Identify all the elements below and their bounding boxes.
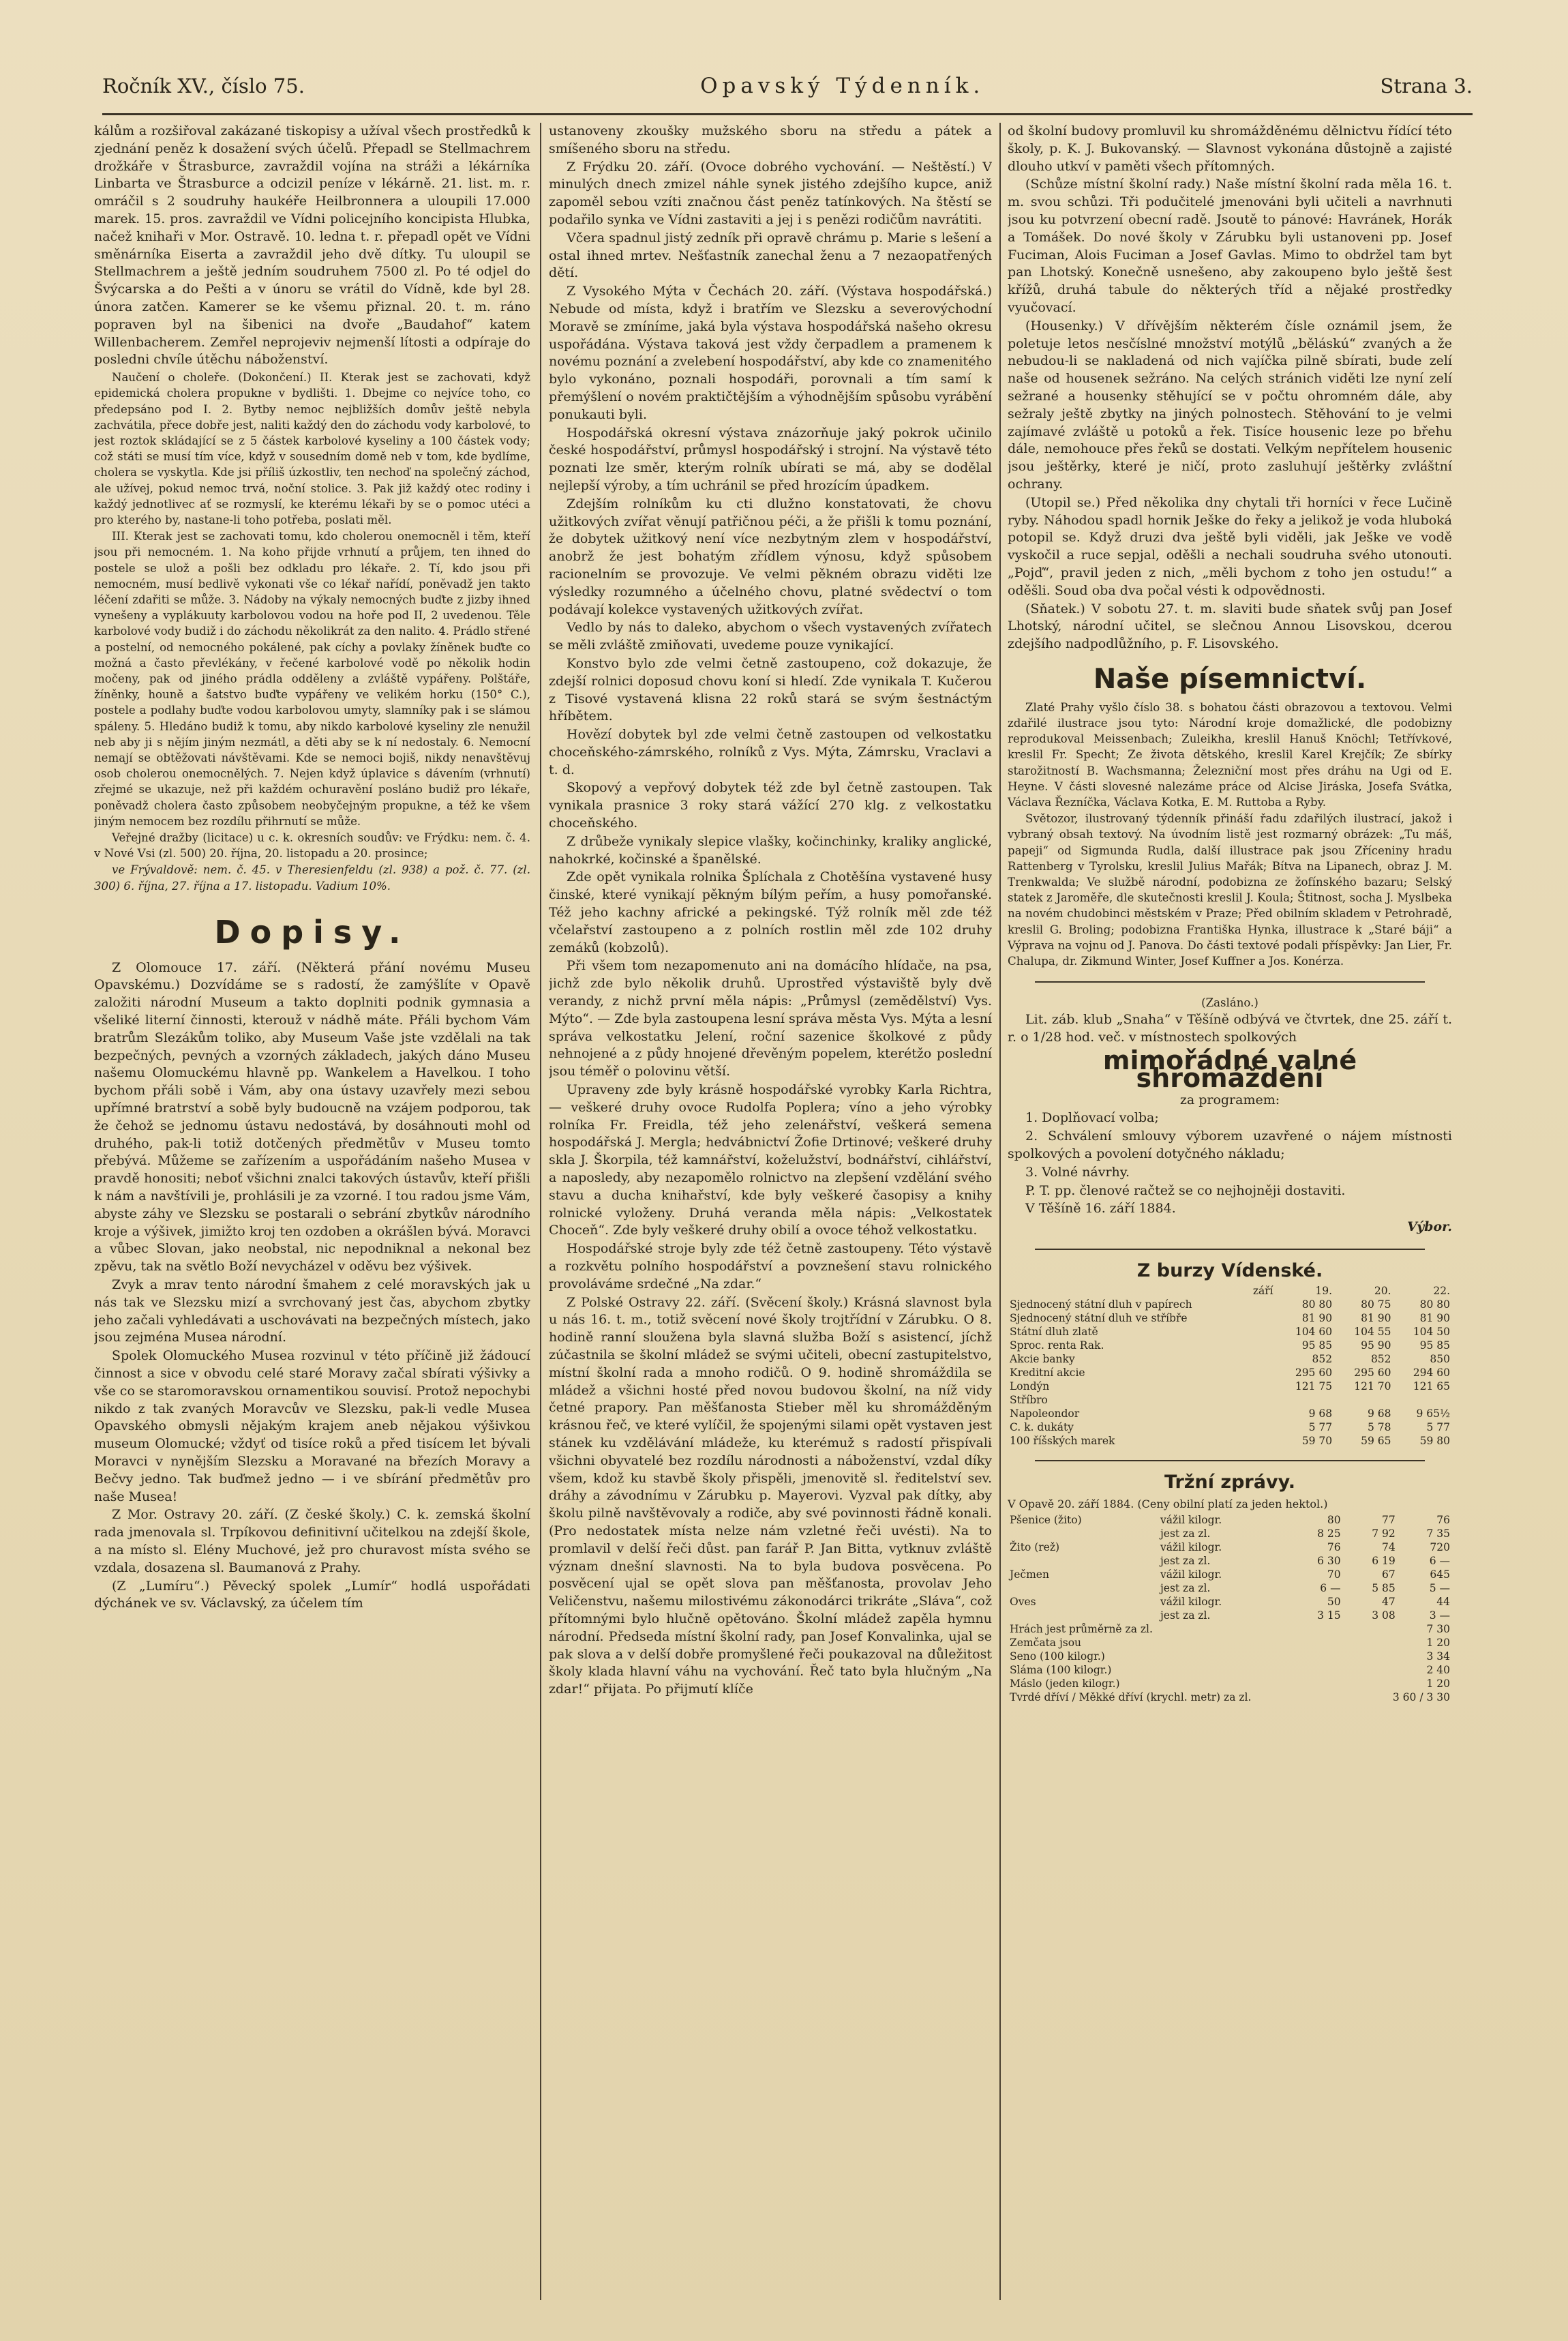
article-paragraph: (Utopil se.) Před několika dny chytali tři horníci v řece Lučině ryby. Náhodou spadl hornik Ješke do řeky a jelikož je voda hluboká potopil se. Když druzi dva ještě byli viděli, jak Ješke ve vodě vyskočil a ruce sepjal, oděšli a nechali soudruha svého utonouti. „Pojď“, pravil jeden z nich, „měli bychom z toho jen ostudu!“ a oděšli. Soud oba dva počal vésti k odpovědnosti.	[1008, 494, 1452, 598]
page-header	[102, 74, 1473, 115]
table-cell: 5 —	[1429, 1582, 1450, 1595]
table-cell	[1276, 1393, 1334, 1407]
table-row	[1008, 1325, 1452, 1339]
table-cell: 850	[1430, 1352, 1450, 1365]
announcement-tag: (Zasláno.)	[1201, 996, 1258, 1010]
table-cell: 77	[1382, 1514, 1396, 1527]
table-cell: 59 80	[1419, 1434, 1450, 1447]
table-cell: 44	[1436, 1596, 1450, 1609]
table-row	[1008, 1352, 1452, 1366]
table-cell: 9 65½	[1416, 1407, 1450, 1420]
row-label: Oves	[1010, 1596, 1036, 1609]
exchange-table	[1008, 1284, 1452, 1448]
column-3	[1008, 123, 1452, 2300]
article-paragraph: Z Mor. Ostravy 20. září. (Z české školy.) C. k. zemská školní rada jmenovala sl. Trpíkovou definitivní učitelkou na zdejší škole, a na místo sl. Elény Muchové, jež pro churavost místa svého se vzdala, dosazena sl. Baumanová z Prahy.	[94, 1507, 530, 1575]
divider	[1035, 1460, 1425, 1461]
table-cell: 852	[1312, 1352, 1333, 1365]
table-cell: 59 65	[1361, 1434, 1391, 1447]
table-row	[1008, 1380, 1452, 1393]
program-item: 1. Doplňovací volba;	[1025, 1110, 1159, 1126]
table-cell: 81 90	[1361, 1311, 1391, 1324]
row-label: Napoleondor	[1010, 1407, 1080, 1420]
table-cell: 76	[1436, 1514, 1450, 1527]
program-item: P. T. pp. členové račtež se co nejhojněji dostaviti.	[1025, 1182, 1346, 1198]
row-label: Sproc. renta Rak.	[1010, 1339, 1104, 1352]
table-row	[1008, 1663, 1452, 1677]
article-paragraph: Z Frýdku 20. září. (Ovoce dobrého vychování. — Neštěstí.) V minulých dnech zmizel náhle synek jistého zdejšího kupce, aniž zapoměl sebou vzíti značnou část peněz tatínkových. Na štěstí se podařilo synka ve Vídni zastaviti a jej i s penězi rodičům navrátiti.	[549, 159, 992, 227]
table-cell: 104 55	[1354, 1325, 1391, 1338]
table-row	[1008, 1568, 1452, 1581]
article-continuation: kálům a rozšiřoval zakázané tiskopisy a užíval všech prostředků k zjednání peněz k dosažení svých účelů. Přepadl se Stellmachrem drožkáře v Štrasburce, zavraždil vojína na stráži a lékárníka Linbarta ve Štrasburce a odcizil peníze v lékárně. 21. list. m. r. omráčil s 2 soudruhy haukéře Heilbronnera a uloupili 17.000 marek. 15. pros. zavraždil ve Vídni policejního koncipista Hlubka, načež knihaři v Mor. Ostravě. 10. ledna t. r. přepadl opět ve Vídni směnárníka Eiserta a zavraždil jeho dvě dítky. Tu uloupil se Stellmachrem a ještě jedním soudruhem 7500 zl. Po té odjel do Švýcarska a do Pešti a v únoru se vrátil do Vídně, kde byl 28. února zatčen. Kamerer se ke všemu přiznal. 20. t. m. ráno popraven byl na šibenici na dvoře „Baudahof“ katem Willenbacherem. Zemřel neprojeviv nejmenší lítosti a odpíraje do posledni chvíle útěchu náboženství.	[94, 123, 530, 368]
table-cell: 95 85	[1301, 1339, 1333, 1352]
table-row	[1008, 1527, 1452, 1540]
table-cell: vážil kilogr.	[1160, 1514, 1222, 1527]
market-heading: Tržní zprávy.	[1164, 1471, 1295, 1493]
row-label: Sláma (100 kilogr.)	[1010, 1664, 1112, 1677]
announcement-intro: Lit. záb. klub „Snaha“ v Těšíně odbývá ve čtvrtek, dne 25. září t. r. o 1/28 hod. več. v místnostech spolkových	[1008, 1012, 1452, 1045]
article-paragraph: Skopový a vepřový dobytek též zde byl četně zastoupen. Tak vynikala prasnice 3 roky stará vážící 270 klg. z velkostatku choceňského.	[549, 780, 992, 831]
article-paragraph: (Sňatek.) V sobotu 27. t. m. slaviti bude sňatek svůj pan Josef Lhotský, národní učitel, se slečnou Annou Lisovskou, dcerou zdejšího nadpodlůžního, p. F. Lisovského.	[1008, 601, 1452, 652]
article-paragraph: Zdejším rolníkům ku cti dlužno konstatovati, že chovu užitkových zvířat věnují patřičnou péči, a že přišli k tomu poznání, že dobytek užitkový není více nezbytným zlem v hospodářství, anobrž že jest bohatým zřídlem výnosu, když spůsobem racionelním se provozuje. Ve velmi pěkném obrazu viděti lze výsledky rozumného a účelného chovu, platné svědectví o tom podávají kolekce vystavených užitkových zvířat.	[549, 496, 992, 617]
table-cell: 1 20	[1426, 1678, 1450, 1690]
article-paragraph: Z Vysokého Mýta v Čechách 20. září. (Výstava hospodářská.) Nebude od místa, když i bratřím ve Slezsku a severovýchodní Moravě se zmíníme, jaká byla výstava hospodářská našeho okresu uspořádána. Výstava taková jest vždy čerpadlem a pramenem k novému poznání a zvelebení hospodářství, aby kde co znamenitého bylo vykonáno, poznali hospodáři, porovnali a tím samí k přemýšlení o novém praktičtějším a výhodnějším spůsobu vyrábění ponukauti byli.	[549, 284, 992, 422]
announcement	[1008, 995, 1452, 1236]
article-paragraph: (Z „Lumíru“.) Pěvecký spolek „Lumír“ hodlá uspořádati dýchánek ve sv. Václavský, za účelem tím	[94, 1578, 530, 1611]
column-1	[94, 123, 530, 2300]
table-cell: 104 60	[1295, 1325, 1333, 1338]
program-item: 3. Volné návrhy.	[1025, 1164, 1130, 1180]
table-row	[1008, 1366, 1452, 1380]
row-label: Stříbro	[1010, 1393, 1048, 1406]
table-cell: 95 90	[1361, 1339, 1391, 1352]
table-cell: 50	[1327, 1596, 1341, 1609]
table-row	[1008, 1513, 1452, 1527]
article-paragraph: Světozor, ilustrovaný týdenník přináší řadu zdařilých ilustrací, jakož i vybraný obsah textový. Na úvodním listě jest rozmarný obrázek: „Tu máš, papeji“ od Sigmunda Rudla, další illustrace pak jsou Zříceniny hradu Rattenberg v Tyrolsku, kreslil Julius Mařák; Bítva na Lipanech, obraz J. M. Trenkwalda; Ve službě národní, podobizna ze žofínského bazaru; Selský statek z Jaroměře, dle skutečnosti kreslil J. Koula; Štitnost, socha J. Myslbeka na novém chudobinci městském v Praze; Před obilním skladem v Petrohradě, kreslil G. Broling; podobizna Františka Hynka, illustrace k „Staré báji“ a Výprava na vojnu od J. Panova. Do části textové podali příspěvky: Jan Lier, Fr. Chalupa, dr. Zikmund Winter, Josef Kuffner a Jos. Konérza.	[1008, 812, 1452, 968]
table-cell: 47	[1382, 1596, 1396, 1609]
program-item: 2. Schválení smlouvy výborem uzavřené o nájem místnosti spolkových a povolení dotyčného nákladu;	[1008, 1129, 1452, 1161]
auction-line: Veřejné dražby (licitace) u c. k. okresních soudův: ve Frýdku: nem. č. 4. v Nové Vsi (zl. 500) 20. října, 20. listopadu a 20. prosince;	[94, 831, 530, 861]
table-cell: 295 60	[1295, 1366, 1333, 1379]
table-cell: 104 50	[1413, 1325, 1450, 1338]
table-row	[1008, 1690, 1452, 1704]
table-row	[1008, 1554, 1452, 1568]
page-number: Strana 3.	[1380, 74, 1473, 98]
article-paragraph: Z Polské Ostravy 22. září. (Svěcení školy.) Krásná slavnost byla u nás 16. t. m., totiž svěcení nové školy trojtřídní v Zárubku. O 8. hodině ranní sloužena byla slavná služba Boží s asistencí, jíchž zúčastnila se školní mládež se svými učiteli, obecní zastupitelstvo, místní školní rada a mnoho rodičů. O 9. hodině shromáždila se mládež a všichni hosté před novou budovou školní, na níž vidy četné prapory. Pan měšťanosta Stieber měl ku shromážděným krásnou řeč, ve které vylíčil, že spojenými silami opět vystaven jest stánek ku vzdělávání mládeže, ku kterémuž s radostí přispívali všichni obyvatelé bez rozdílu národnosti a náboženství, vzdal díky všem, kdož ku stavbě školy přispěli, jmenovitě sl. ředitelství sev. dráhy a závodnímu v Zárubku p. Mayerovi. Vyzval pak dítky, aby školu pilně navštěvovaly a rodiče, aby své povinnosti řádně konali. (Pro nedostatek místa nelze nám vzletné řeči uvésti). Na to promlavil v delší řeči důst. pan farář P. Jan Bitta, vytknuv zvláště význam dnešní slavnosti. Na to byla budova posvěcena. Po posvěcení ujal se opět slova pan měšťanosta, provolav Jeho Veličenstvu, našemu milostivému zákonodárci trikráte „Sláva“, což přítomnými bylo hlučně opětováno. Školní mládež zapěla hymnu národní. Předseda místní školní rady, pan Josef Konvalinka, ujal se pak slova a v delší dobře promyšlené řeči poukazoval na důležitost školy klada hlavní váhu na vychování. Řeč tato byla hlučným „Na zdar!“ přijata. Po přijmutí klíče	[549, 1294, 992, 1697]
table-row	[1008, 1311, 1452, 1325]
column-2	[549, 123, 992, 2300]
market-table	[1008, 1513, 1452, 1622]
table-cell: 80 75	[1361, 1298, 1391, 1311]
table-cell: 6 30	[1317, 1555, 1341, 1568]
announcement-headline: mimořádné valné shromáždění	[1102, 1045, 1357, 1093]
market-rows	[1008, 1513, 1452, 1622]
table-row	[1008, 1622, 1452, 1636]
column-header: září	[1252, 1284, 1273, 1297]
table-cell: 70	[1327, 1568, 1341, 1581]
article-paragraph: Naučení o choleře. (Dokončení.) II. Kterak jest se zachovati, když epidemická cholera propukne v bydlišti. 1. Dbejme co nejvíce toho, co předepsáno pod I. 2. Bytby nemoc nejbližších domův ještě nebyla zachvátila, přece dobře jest, naliti každý den do záchodu vody karbolové, to jest roztok skládající se z 5 částek karbolové kyseliny a 100 částek vody; což státi se musí tím více, když v sousedním domě neb v tom, kde bydlíme, cholera se vyskytla. Kde jsi příliš úzkostliv, ten nechoď na společný záchod, ale užívej, pokud nemoc trvá, noční stolice. 3. Pak již každý otec rodiny i každý jednotlivec ať se rozmyslí, ke kterému lékaři by se o pomoc utéci a pro kterého by, nastane-li toho potřeba, poslati měl.	[94, 371, 530, 526]
article-paragraph: (Housenky.) V dřívějším některém čísle oznámil jsem, že poletuje letos nesčíslné množství motýlů „běláskú“ zvaných a že nebudou-li se nakladená od nich vajíčka pilně sbírati, bude zelí naše od housenek sežráno. Na celých stránich viděti lze nyní zelí sežrané a housenky stěhující se v počtu ohromném dále, aby sežraly ještě zbytky na jiných polnostech. Stěhování to je velmi zajímavé zvláště u potoků a řek. Tisíce housenic leze po břehu dále, nemohouce přes řeků se dostati. Velkým nepřítelem housenic jsou ještěrky, které je ničí, proto zasluhují ještěrky zvláštní ochrany.	[1008, 318, 1452, 492]
article-paragraph: Zlaté Prahy vyšlo číslo 38. s bohatou části obrazovou a textovou. Velmi zdařilé ilustrace jsou tyto: Národní kroje domažlické, dle podobizny reprodukoval Meissenbach; Zuleikha, kreslil Hanuš Knöchl; Tetřívkové, kreslil Fr. Specht; Ze života dětského, kreslil Karel Krejčík; Ze sbírky starožitností B. Wachsmanna; Železniční most přes dráhu na Ugi od E. Heyne. V části slovesné nalezáme práce od Alcise Jiráska, Josefa Svátka, Václava Řezníčka, Václava Kotka, E. M. Ruttoba a Ryby.	[1008, 700, 1452, 809]
table-cell: 95 85	[1419, 1339, 1450, 1352]
table-header-row	[1008, 1284, 1452, 1298]
row-label: C. k. dukáty	[1010, 1420, 1074, 1433]
row-label: Ječmen	[1010, 1568, 1049, 1581]
exchange-rows	[1008, 1298, 1452, 1448]
row-label: Seno (100 kilogr.)	[1010, 1650, 1105, 1663]
cholera-article	[94, 370, 530, 829]
table-cell: 294 60	[1413, 1366, 1450, 1379]
exchange-heading: Z burzy Vídenské.	[1136, 1259, 1323, 1281]
program-intro: za programem:	[1179, 1092, 1280, 1107]
row-label: Žito (rež)	[1010, 1541, 1060, 1554]
row-label: Sjednocený státní dluh ve stříbře	[1010, 1311, 1188, 1324]
article-paragraph: Včera spadnul jistý zedník při opravě chrámu p. Marie s lešení a ostal ihned mrtev. Nešťastník zanechal ženu a 7 nezaopatřených dětí.	[549, 230, 992, 281]
row-label: 100 říšských marek	[1010, 1434, 1115, 1447]
table-cell: vážil kilogr.	[1160, 1568, 1222, 1581]
section-heading-pisemnictvi: Naše písemnictví.	[1093, 663, 1367, 695]
row-label: Pšenice (žito)	[1010, 1514, 1082, 1527]
article-paragraph: III. Kterak jest se zachovati tomu, kdo cholerou onemocněl i těm, kteří jsou při nemocném. 1. Na koho přijde vrhnutí a průjem, ten ihned do postele se ulož a pošli bez odkladu pro lékaře. 2. Tí, kdo jsou při nemocném, musí bedlivě vykonati vše co lékař nařídí, poněvadž jen takto léčení zdařiti se může. 3. Nádoby na výkaly nemocných buďte z jizby ihned vynešeny a vyplákuuty karbolovou vodou na hoře pod II, 2 uvedenou. Těle karbolové vody budiž i do záchodu několikrát za den nalito. 4. Prádlo střené a postelní, od nemocného pokálené, pak cíchy a povlaky žíněnek buďte co možná a často převlékány, v řečené karbolové vodě po několik hodin močeny, pak od jiného prádla odděleny a zvláště vypářeny. Polštáře, žíněnky, houně a šatstvo buďte vypářeny ve velikém horku (150° C.), postele a podlahy buďte vodou karbolovou umyty, slamníky pak i se slámou spáleny. 5. Hledáno budiž k tomu, aby nikdo karbolové kyseliny zle nenužil neb aby ji s nějím jiným nezmátl, a děti aby se k ní nedostaly. 6. Nemocní nemají se obtěžovati návštěvami. Kde se nemoci bojiš, nikdy nenavštěvuj osob cholerou onemocnělých. 7. Nejen když úplavice s dávením (vrhnutí) zřejmé se ukazuje, než při každém ochuravění posláno budiž pro lékaře, poněvadž cholera často způsobem neobyčejným propukne, a též ke všem jiným nemocem bez rozdílu přihrnutí se může.	[94, 530, 530, 828]
row-label: Zemčata jsou	[1010, 1637, 1082, 1650]
article-paragraph: od školní budovy promluvil ku shromážděnému dělnictvu řídící této školy, p. K. J. Bukovanský. — Slavnost vykonána důstojně a zajisté dlouho utkví v paměti všech přítomných.	[1008, 123, 1452, 174]
table-row	[1008, 1393, 1452, 1407]
table-cell: 8 25	[1317, 1527, 1341, 1540]
table-cell: 720	[1430, 1541, 1450, 1554]
market-extra-rows	[1008, 1622, 1452, 1704]
column-divider	[540, 123, 541, 2300]
table-cell: 80 80	[1301, 1298, 1333, 1311]
literature-section	[1008, 700, 1452, 969]
issue-label: Ročník XV., číslo 75.	[102, 74, 305, 98]
row-label	[1008, 1527, 1158, 1540]
table-cell: 5 77	[1426, 1420, 1450, 1433]
article-paragraph: Hospodářské stroje byly zde též četně zastoupeny. Této výstavě a rozkvětu polního hospodářství a povznešení stavu rolnického provoláváme srdečné „Na zdar.“	[549, 1241, 992, 1292]
table-row	[1008, 1636, 1452, 1650]
table-cell: 81 90	[1301, 1311, 1333, 1324]
article-paragraph: (Schůze místní školní rady.) Naše místní školní rada měla 16. t. m. svou schůzi. Tři podučitelé jmenováni byli učiteli a navrhnuti jsou ku potvrzení obecní radě. Jsoutě to pánové: Havránek, Horák a Tomášek. Do nové školy v Zárubku byli ustanoveni pp. Josef Fuciman, Alois Fuciman a Josef Gavlas. Mimo to obdržel tam byt pan Lhotský. Konečně usnešeno, aby zakoupeno bylo ještě šest křížů, druhá tabule do některých tříd a nějaké prostředky vyučovací.	[1008, 177, 1452, 315]
table-cell: 80	[1327, 1514, 1341, 1527]
column-header: 22.	[1433, 1284, 1450, 1297]
table-row	[1008, 1650, 1452, 1663]
table-row	[1008, 1339, 1452, 1352]
table-cell: 3 15	[1317, 1609, 1341, 1622]
table-cell: 295 60	[1354, 1366, 1391, 1379]
place-date: V Těšíně 16. září 1884.	[1025, 1201, 1176, 1217]
row-label: Státní dluh zlatě	[1010, 1325, 1098, 1338]
table-cell: 3 60 / 3 30	[1392, 1691, 1450, 1704]
table-cell: 9 68	[1368, 1407, 1391, 1420]
table-cell	[1334, 1393, 1393, 1407]
table-cell: 2 40	[1426, 1664, 1450, 1677]
table-cell: 121 75	[1295, 1380, 1333, 1392]
table-row	[1008, 1540, 1452, 1554]
table-cell: 74	[1382, 1541, 1396, 1554]
table-cell: jest za zl.	[1160, 1609, 1211, 1622]
table-cell: 645	[1430, 1568, 1450, 1581]
table-cell: jest za zl.	[1160, 1555, 1211, 1568]
table-cell: 852	[1370, 1352, 1391, 1365]
table-cell: vážil kilogr.	[1160, 1596, 1222, 1609]
section-heading-dopisy: Dopisy.	[214, 913, 410, 951]
table-cell: 7 35	[1426, 1527, 1450, 1540]
article-paragraph: Při všem tom nezapomenuto ani na domácího hlídače, na psa, jichž zde bylo několik druhů. Uprostřed výstaviště byly dvě verandy, z nichž první měla nápis: „Průmysl (zemědělství) Vys. Mýto“. — Zde byla zastoupena lesní správa města Vys. Mýta a lesní správa velkostatku Jelení, roční sazenice školkové z půdy nehnojené a z půdy hnojené dřevěným popelem, kterétžo poslední jsou téměř o polovinu větší.	[549, 958, 992, 1079]
table-cell: 6 19	[1372, 1555, 1396, 1568]
table-cell: 1 20	[1426, 1637, 1450, 1650]
article-paragraph: Zvyk a mrav tento národní šmahem z celé moravských jak u nás tak ve Slezsku mizí a svrchovaný jest čas, abychom zbytky jeho začali vyhledávati a uschovávati na bezpečných místech, jako jsou zejména Musea národní.	[94, 1277, 530, 1345]
table-row	[1008, 1298, 1452, 1311]
table-cell: 7 30	[1426, 1623, 1450, 1636]
table-cell: 6 —	[1429, 1555, 1450, 1568]
table-row	[1008, 1420, 1452, 1434]
article-paragraph: Z drůbeže vynikaly slepice vlašky, kočinchinky, kraliky anglické, nahokrké, kočinské a španělské.	[549, 833, 992, 867]
divider	[1035, 1249, 1425, 1250]
table-cell: 59 70	[1301, 1434, 1333, 1447]
market-intro: V Opavě 20. září 1884. (Ceny obilní platí za jeden hektol.)	[1008, 1497, 1328, 1510]
article-paragraph: ustanoveny zkoušky mužského sboru na středu a pátek a smíšeného sboru na středu.	[549, 123, 992, 156]
table-row	[1008, 1581, 1452, 1595]
column-divider	[999, 123, 1001, 2300]
row-label: Kreditní akcie	[1010, 1366, 1085, 1379]
table-cell: 3 —	[1429, 1609, 1450, 1622]
row-label: Tvrdé dříví / Měkké dříví (krychl. metr) za zl.	[1010, 1691, 1252, 1704]
table-cell: 9 68	[1308, 1407, 1333, 1420]
article-paragraph: Konstvo bylo zde velmi četně zastoupeno, což dokazuje, že zdejší rolnici doposud chovu koní si hledí. Zde vynikala T. Kučerou z Tisové vystavená klisna 22 roků stará se svým šestnáctým hříbětem.	[549, 655, 992, 724]
table-cell: 7 92	[1372, 1527, 1396, 1540]
row-label: Sjednocený státní dluh v papírech	[1010, 1298, 1192, 1311]
column-header: 19.	[1315, 1284, 1333, 1297]
auction-line: ve Frývaldově: nem. č. 45. v Theresienfeldu (zl. 938) a pož. č. 77. (zl. 300) 6. října, 27. října a 17. listopadu. Vadium 10%.	[94, 863, 530, 893]
article-paragraph: Spolek Olomuckého Musea rozvinul v této příčině již žádoucí činnost a sice v obvodu celé staré Moravy začal sbírati výšivky a vše co se staromoravskou ornamentikou souvisí. Protož nepochybi nikdo z tak zvaných Moravcův ve Slezsku, pak-li vedle Musea Opavského obmysli nějakým krajem aneb nějakou výšivkou museum Olomucké; vždyť od tisíce roků a před tisícem let bývali Moravci v nynějším Slezsku a Moravané na březích Moravy a Bečvy jedno. Tak buďmež jedno — i ve sbírání předmětův pro naše Musea!	[94, 1348, 530, 1504]
table-cell: jest za zl.	[1160, 1527, 1211, 1540]
table-row	[1008, 1595, 1452, 1609]
article-paragraph: Upraveny zde byly krásně hospodářské vyrobky Karla Richtra, — veškeré druhy ovoce Rudolfa Poplera; víno a jeho výrobky rolníka Fr. Freidla, též jeho zelenářství, veškerá semena hospodářská J. Mergla; hedvábnictví Žofie Drtinové; veškeré druhy skla J. Škorpila, též kamnářství, koželužství, bodnářství, cihlářství, a naposledy, aby nezapomělo rolnictvo na zlepšení vzdělání svého stavu a ducha knihařství, kde byly veškeré časopisy a knihy rolnické vyloženy. Druhá veranda měla nápis: „Velkostatek Choceň“. Zde byly veškeré druhy obilí a ovoce téhož velkostatku.	[549, 1082, 992, 1238]
row-label	[1008, 1609, 1158, 1622]
article-paragraph: Zde opět vynikala rolnika Šplíchala z Chotěšína vystavené husy činské, které vynikají pěkným bílým peřím, a husy pomořanské. Též jeho kachny africké a pekingské. Týž rolník měl zde též včelařství zastoupeno a z polních rostlin měl zde 102 druhy zemáků (kobzolů).	[549, 869, 992, 955]
table-cell: 121 70	[1354, 1380, 1391, 1392]
article-paragraph: Hospodářská okresní výstava znázorňuje jaký pokrok učinilo české hospodářství, průmysl hospodářský i strojní. Na výstavě této poznati lze směr, kterým rolník ubírati se má, aby se dodělal nejlepší výroby, a tím uchránil se před hrozícím úpadkem.	[549, 425, 992, 493]
table-cell	[1393, 1393, 1452, 1407]
article-paragraph: Vedlo by nás to daleko, abychom o všech vystavených zvířatech se měli zvláště zmiňovati, uvedeme pouze vynikající.	[549, 620, 992, 653]
table-cell: 121 65	[1413, 1380, 1450, 1392]
signature: Výbor.	[1407, 1219, 1452, 1235]
table-row	[1008, 1434, 1452, 1448]
table-cell: 80 80	[1419, 1298, 1450, 1311]
row-label: Máslo (jeden kilogr.)	[1010, 1678, 1120, 1690]
table-cell: 67	[1382, 1568, 1396, 1581]
table-cell: 81 90	[1419, 1311, 1450, 1324]
table-cell: vážil kilogr.	[1160, 1541, 1222, 1554]
row-label	[1008, 1581, 1158, 1595]
table-cell: 76	[1327, 1541, 1341, 1554]
article-paragraph: Z Olomouce 17. září. (Některá přání novému Museu Opavskému.) Dozvídáme se s radostí, že zamýšlíte v Opavě založiti národní Museum a takto doplniti podnik gymnasia a všeliké literní činnosti, kterouž v nádhě máte. Přáli bychom Vám bratrům Slezákům tolikо, aby Museum Vaše jste vzdělali na tak bezpečných, pevných a vzorných základech, jakých dáno Museu našemu Olomuckému hlavně pp. Wankelem a Havelkou. I toho bychom přáli sobě i Vám, aby ona ústavy uzavřely mezi sebou upřímné bratrství a sobě byly budoucně na vzájem podporou, tak že čehož se jednomu ústavu nedostává, by dosáhnouti mohl od druhého, pak-li totiž dotčených předmětův v Museu tomto přebývá. Můžeme se zařízením a uspořádáním našeho Musea v pravdě honositi; neboť všichni znalci takových ústavův, kteří přišli k nám a navštívili je, prohlásili je za vzorné. I tou radou jsme Vám, abyste záhy ve Slezsku se postarali o sebrání zbytkův národního kroje a výšivek, jimižto kroj ten ozdoben a okrášlen bývá. Moravci a vůbec Slovan, jako neobstal, nic nepodniknal a nekonal bez zpěvu, tak na světlo Boží nevycházel v oděvu bez výšivek.	[94, 959, 530, 1274]
table-row	[1008, 1407, 1452, 1420]
market-extras-table	[1008, 1622, 1452, 1704]
table-cell: 5 78	[1368, 1420, 1391, 1433]
column-header: 20.	[1374, 1284, 1391, 1297]
table-cell: 6 —	[1320, 1582, 1341, 1595]
table-row	[1008, 1609, 1452, 1622]
table-cell: jest za zl.	[1160, 1582, 1211, 1595]
table-cell: 5 85	[1372, 1582, 1396, 1595]
row-label: Akcie banky	[1010, 1352, 1075, 1365]
divider	[1035, 981, 1425, 983]
table-cell: 5 77	[1308, 1420, 1333, 1433]
article-paragraph: Hovězí dobytek byl zde velmi četně zastoupen od velkostatku choceňského-zámrského, rolníků z Vys. Mýta, Zámrsku, Vraclavi a t. d.	[549, 727, 992, 777]
table-cell: 3 08	[1372, 1609, 1396, 1622]
newspaper-title: Opavský Týdenník.	[700, 74, 985, 98]
row-label	[1008, 1554, 1158, 1568]
table-row	[1008, 1677, 1452, 1690]
row-label: Hrách jest průměrně za zl.	[1010, 1623, 1153, 1636]
table-cell: 3 34	[1426, 1650, 1450, 1663]
auctions-notice	[94, 830, 530, 894]
row-label: Londýn	[1010, 1380, 1050, 1392]
